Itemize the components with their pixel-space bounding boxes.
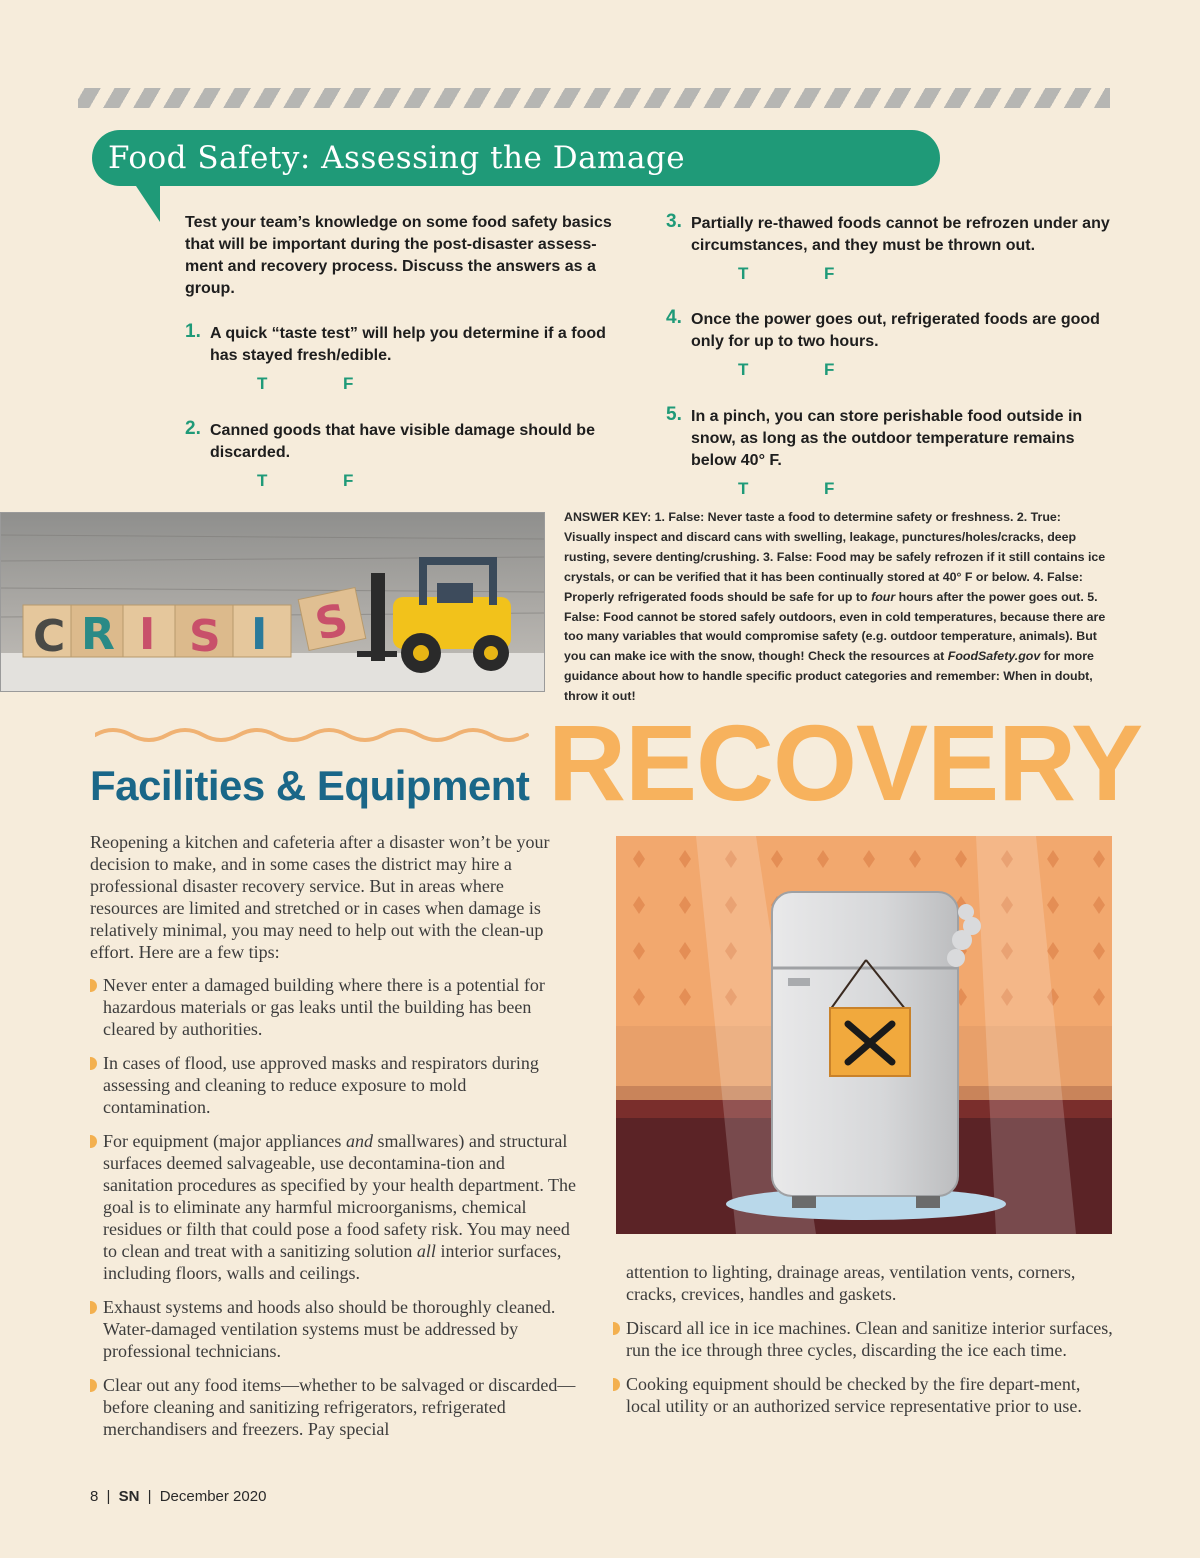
article-left-column xyxy=(90,831,576,1452)
footer-separator: | xyxy=(147,1488,152,1505)
quiz-question-2 xyxy=(185,420,615,464)
bullet-icon xyxy=(613,1322,620,1335)
issue-date: December 2020 xyxy=(159,1488,267,1505)
broken-refrigerator-illustration xyxy=(616,836,1112,1234)
true-option-4[interactable]: T xyxy=(738,360,749,379)
quiz-question-4 xyxy=(666,309,1116,353)
refrigerator-scene xyxy=(616,836,1112,1234)
list-item-text: Clear out any food items—whether to be salvaged or discarded—before cleaning and sanitizing refrigerators, refrigerated merchandisers and freezers. Pay special xyxy=(103,1375,576,1439)
answer-key-text-1: ANSWER KEY: 1. False: Never taste a food to determine safety or freshness. 2. True: Visually inspect and discard cans with swelling, leakage, punctures/holes/cracks, deep rusting, severe denting/crushing. 3. False: Food may be safely refrozen if it still contains ice crystals, or can be verified that it has been continually stored at 40° F or below. 4. False: Properly refrigerated foods should be safe for up to xyxy=(564,510,1106,604)
block-letter-i-2: I xyxy=(251,609,268,660)
banner-tail xyxy=(132,180,160,222)
quiz-question-5 xyxy=(666,406,1086,472)
publication-name: SN xyxy=(118,1488,140,1505)
bullet-icon xyxy=(90,1057,97,1070)
question-number: 4. xyxy=(666,307,682,328)
true-option-2[interactable]: T xyxy=(257,471,268,490)
bullet-icon xyxy=(90,979,97,992)
crisis-photo-illustration xyxy=(1,513,545,692)
question-text: Partially re-thawed foods cannot be refrozen under any circumstances, and they must be thrown out. xyxy=(691,215,1110,254)
article-lead: Reopening a kitchen and cafeteria after a disaster won’t be your decision to make, and in some cases the district may hire a professional disaster recovery service. But in areas where resources are limited and stretched or in cases when damage is relatively minimal, you may need to help out with the clean-up effort. Here are a few tips: xyxy=(90,832,550,962)
page-title: Food Safety: Assessing the Damage xyxy=(108,140,686,176)
question-text: Once the power goes out, refrigerated foods are good only for up to two hours. xyxy=(691,311,1100,350)
list-item xyxy=(90,1130,576,1284)
list-item-text: Discard all ice in ice machines. Clean and sanitize interior surfaces, run the ice through three cycles, discarding the ice each time. xyxy=(626,1318,1113,1360)
page-footer xyxy=(90,1488,266,1505)
decorative-stripe xyxy=(78,88,1110,108)
recovery-accent-word: RECOVERY xyxy=(548,702,1143,823)
block-letter-s: S xyxy=(189,611,221,662)
list-item-emphasis: and xyxy=(345,1131,373,1151)
answer-key-text-3: for more guidance about how to handle specific product categories and remember: When in doubt, throw it out! xyxy=(564,649,1094,704)
list-item xyxy=(90,1374,576,1440)
list-item xyxy=(90,1296,576,1362)
question-number: 1. xyxy=(185,321,201,342)
list-item-continuation: attention to lighting, drainage areas, ventilation vents, corners, cracks, crevices, handles and gaskets. xyxy=(626,1262,1076,1304)
question-number: 5. xyxy=(666,404,682,425)
question-number: 3. xyxy=(666,211,682,232)
answer-key-emphasis-1: four xyxy=(871,589,896,604)
true-option-3[interactable]: T xyxy=(738,264,749,283)
question-text: A quick “taste test” will help you determine if a food has stayed fresh/edible. xyxy=(210,325,606,364)
list-item-text: Exhaust systems and hoods also should be thoroughly cleaned. Water-damaged ventilation systems must be addressed by professional technicians. xyxy=(103,1297,556,1361)
bullet-icon xyxy=(90,1379,97,1392)
quiz-question-1 xyxy=(185,323,625,367)
false-option-2[interactable]: F xyxy=(343,471,354,490)
block-letter-s-2: S xyxy=(310,594,353,651)
answer-key-link-text: FoodSafety.gov xyxy=(947,649,1041,664)
article-right-column xyxy=(613,1261,1113,1429)
wavy-divider xyxy=(95,723,535,747)
false-option-5[interactable]: F xyxy=(824,479,835,498)
bullet-icon xyxy=(90,1135,97,1148)
block-letter-r: R xyxy=(81,609,115,660)
block-letter-c: C xyxy=(33,611,66,662)
answer-key-text-2: hours after the power goes out. 5. False: Food cannot be stored safely outdoors, even in cold temperatures, because there are too many variables that would compromise safety (e.g. outdoor temperature, animals). But you can make ice with the snow, though! Check the resources at xyxy=(564,589,1106,664)
list-item-emphasis: all xyxy=(416,1241,436,1261)
list-item-text: For equipment (major appliances xyxy=(103,1131,346,1151)
list-item-text: Never enter a damaged building where there is a potential for hazardous materials or gas leaks until the building has been cleared by authorities. xyxy=(103,975,545,1039)
question-text: Canned goods that have visible damage should be discarded. xyxy=(210,422,595,461)
list-item xyxy=(613,1317,1113,1361)
answer-key xyxy=(564,508,1110,707)
block-letter-i: I xyxy=(139,609,156,660)
list-item-text: Cooking equipment should be checked by the fire depart-ment, local utility or an authorized service representative prior to use. xyxy=(626,1374,1082,1416)
false-option-4[interactable]: F xyxy=(824,360,835,379)
footer-separator: | xyxy=(106,1488,111,1505)
list-item-text: In cases of flood, use approved masks and respirators during assessing and cleaning to reduce exposure to mold contamination. xyxy=(103,1053,539,1117)
quiz-intro: Test your team’s knowledge on some food safety basics that will be important during the post-disaster assess-ment and recovery process. Discuss the answers as a group. xyxy=(185,214,612,297)
section-heading: Facilities & Equipment xyxy=(90,762,530,809)
bullet-icon xyxy=(90,1301,97,1314)
crisis-forklift-photo xyxy=(0,512,545,692)
true-option-5[interactable]: T xyxy=(738,479,749,498)
true-option-1[interactable]: T xyxy=(257,374,268,393)
list-item xyxy=(90,974,576,1040)
bullet-icon xyxy=(613,1378,620,1391)
list-item-text: smallwares) and structural surfaces deemed salvageable, use decontamina-tion and sanitation procedures as specified by your health department. The goal is to eliminate any harmful microorganisms, chemical residues or filth that could pose a food safety risk. You may need to clean and treat with a sanitizing solution xyxy=(103,1131,577,1261)
list-item-text: interior surfaces, including floors, walls and ceilings. xyxy=(103,1241,562,1283)
question-text: In a pinch, you can store perishable food outside in snow, as long as the outdoor temperature remains below 40° F. xyxy=(691,408,1083,469)
false-option-1[interactable]: F xyxy=(343,374,354,393)
page-number: 8 xyxy=(90,1488,99,1505)
list-item xyxy=(90,1052,576,1118)
question-number: 2. xyxy=(185,418,201,439)
false-option-3[interactable]: F xyxy=(824,264,835,283)
list-item xyxy=(613,1373,1113,1417)
quiz-question-3 xyxy=(666,213,1116,257)
